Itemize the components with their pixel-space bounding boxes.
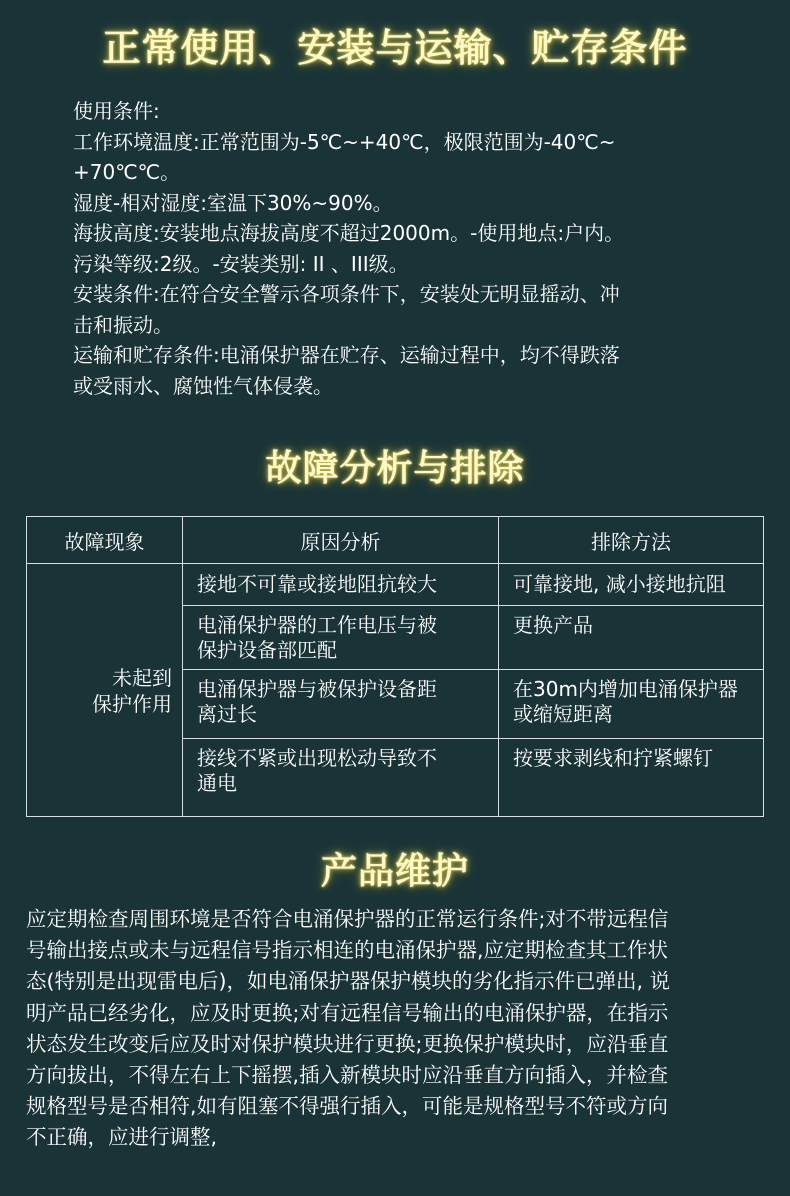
header-cause: 原因分析 <box>183 517 499 564</box>
fix-cell: 按要求剥线和拧紧螺钉 <box>499 739 764 817</box>
maintenance-line: 号输出接点或未与远程信号指示相连的电涌保护器,应定期检查其工作状 <box>26 938 669 963</box>
conditions-line: 海拔高度:安装地点海拔高度不超过2000m。-使用地点:户内。 <box>73 221 625 245</box>
conditions-line: 工作环境温度:正常范围为-5℃~+40℃，极限范围为-40℃~ <box>73 129 616 154</box>
maintenance-text <box>26 904 766 1154</box>
fault-table <box>26 516 764 817</box>
cause-cell: 电涌保护器的工作电压与被 保护设备部匹配 <box>183 606 499 670</box>
fault-analysis-heading: 故障分析与排除 <box>265 448 525 489</box>
maintenance-line: 状态发生改变后应及时对保护模块进行更换;更换保护模块时，应沿垂直 <box>26 1031 669 1056</box>
table-row <box>27 564 764 606</box>
conditions-heading: 正常使用、安装与运输、贮存条件 <box>102 26 688 70</box>
table-header-row <box>27 517 764 564</box>
maintenance-line: 应定期检查周围环境是否符合电涌保护器的正常运行条件;对不带远程信 <box>26 907 669 931</box>
conditions-line: 使用条件: <box>73 99 160 123</box>
conditions-line: 或受雨水、腐蚀性气体侵袭。 <box>73 373 333 398</box>
fix-cell: 可靠接地, 减小接地抗阻 <box>499 564 764 606</box>
maintenance-line: 规格型号是否相符,如有阻塞不得强行插入，可能是规格型号不符或方向 <box>26 1094 669 1119</box>
fix-cell: 更换产品 <box>499 606 764 670</box>
maintenance-heading: 产品维护 <box>320 851 469 892</box>
conditions-line: 湿度-相对湿度:室温下30%~90%。 <box>73 190 393 215</box>
conditions-line: 运输和贮存条件:电涌保护器在贮存、运输过程中，均不得跌落 <box>73 343 620 367</box>
header-phenomenon: 故障现象 <box>27 517 183 564</box>
maintenance-line: 方向拔出，不得左右上下摇摆,插入新模块时应沿垂直方向插入，并检查 <box>26 1063 669 1088</box>
maintenance-line: 不正确，应进行调整, <box>26 1125 218 1150</box>
cause-cell: 接线不紧或出现松动导致不 通电 <box>183 739 499 817</box>
cause-cell: 接地不可靠或接地阻抗较大 <box>183 564 499 606</box>
maintenance-line: 态(特别是出现雷电后)，如电涌保护器保护模块的劣化指示件已弹出, 说 <box>26 969 671 994</box>
conditions-line: 安装条件:在符合安全警示各项条件下，安装处无明显摇动、冲 <box>73 282 620 306</box>
header-fix: 排除方法 <box>499 517 764 564</box>
cause-cell: 电涌保护器与被保护设备距 离过长 <box>183 670 499 739</box>
conditions-line: +70℃℃。 <box>73 160 181 184</box>
fix-cell: 在30m内增加电涌保护器 或缩短距离 <box>499 670 764 739</box>
maintenance-line: 明产品已经劣化，应及时更换;对有远程信号输出的电涌保护器，在指示 <box>26 1000 669 1025</box>
conditions-text <box>73 96 753 401</box>
conditions-line: 污染等级:2级。-安装类别: II 、III级。 <box>73 251 409 276</box>
phenomenon-cell: 未起到 保护作用 <box>27 564 183 817</box>
conditions-line: 击和振动。 <box>73 312 173 337</box>
